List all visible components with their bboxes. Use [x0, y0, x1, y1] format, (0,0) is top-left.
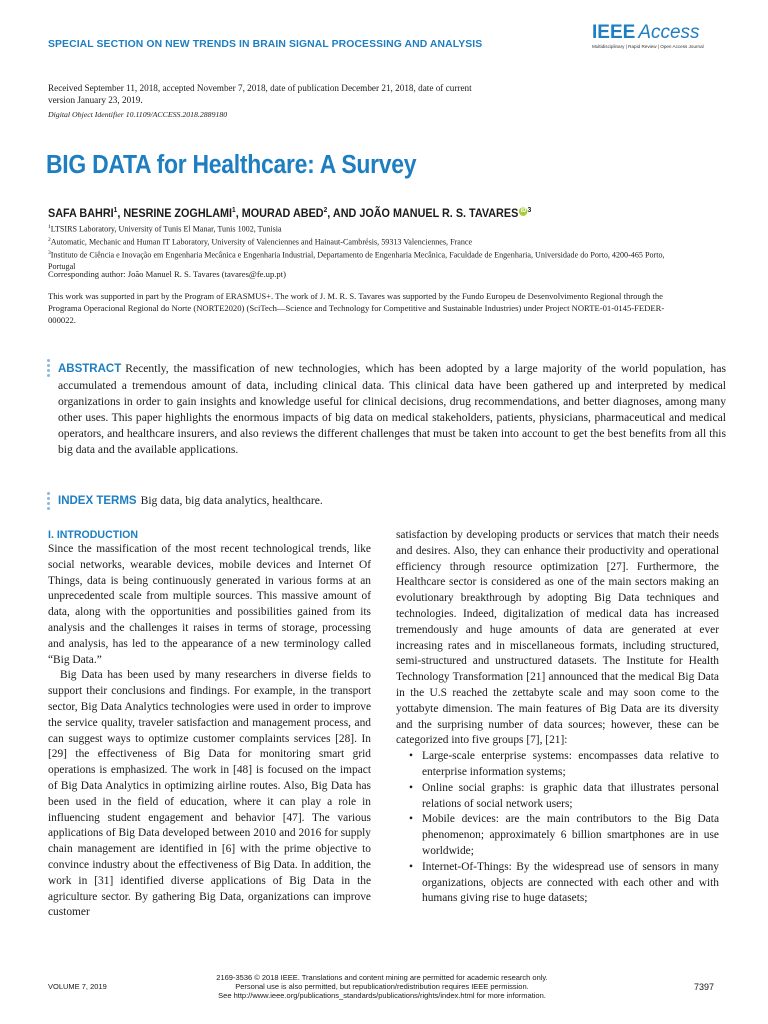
logo-access: Access	[638, 22, 700, 43]
affiliation-item	[48, 222, 688, 235]
section-dots-icon	[47, 359, 51, 379]
list-item: • Internet-Of-Things: By the widespread use of sensors in many organizations, objects are connected with each other and with humans giving rise to huge datasets;	[396, 860, 719, 907]
copyright-link[interactable]: See http://www.ieee.org/publications_standards/publications/rights/index.html for more information.	[218, 991, 546, 1000]
paragraph: Since the massification of the most recent technological trends, like social networks, wearable devices, mobile devices and Internet Of Things, data is being continuously generated in various forms at an unprecedented scale from multiple sources. This massive amount of data, along with the opportunities and possibilities gained from its analysis and the challenges it raises in terms of storage, processing and analysis, has led to the appearance of a new terminology called “Big Data.”	[48, 543, 371, 666]
author-name: MOURAD ABED	[241, 207, 324, 220]
journal-logo	[592, 22, 722, 49]
affiliations	[48, 222, 688, 272]
section-header: SPECIAL SECTION ON NEW TRENDS IN BRAIN SIGNAL PROCESSING AND ANALYSIS	[48, 39, 483, 50]
abstract-label: ABSTRACT	[58, 363, 122, 375]
corresponding-author: Corresponding author: João Manuel R. S. Tavares (tavares@fe.up.pt)	[48, 269, 286, 279]
footer-volume: VOLUME 7, 2019	[48, 982, 107, 991]
paper-title: BIG DATA for Healthcare: A Survey	[46, 151, 417, 179]
author-list: SAFA BAHRI$^1$, NESRINE ZOGHLAMI$^1$, MOURAD ABED$^2$, AND JOÃO MANUEL R. S. TAVARES $iD^3$	[48, 207, 532, 220]
copyright-line: 2169-3536 © 2018 IEEE. Translations and content mining are permitted for academic research only.	[216, 973, 548, 982]
affiliation-number: 1	[48, 224, 51, 230]
author-affiliation-mark: 1	[113, 207, 118, 214]
section-heading: I. INTRODUCTION	[48, 529, 139, 541]
affiliation-number: 2	[48, 237, 51, 244]
paragraph: Big Data has been used by many researchers in diverse fields to support their conclusions and findings. For example, in the transport sector, Big Data Analytics technologies were used in order to improve the service quality, traveler satisfaction and management process, and can suggest ways to optimize customer complaints services [28]. In [29] the effectiveness of Big Data for monitoring smart grid operations is emphasized. The work in [48] is focused on the impact of Big Data Analytics in optimizing airline routes. Also, Big Data has been used in the field of education, where it can play a role in influencing student engagement and behavior [47]. The various applications of Big Data developed between 2010 and 2016 for supply chain management are identified in [6] with the prime objective to convince industry about the effectiveness of Big Data. In addition, the work in [31] identified diverse applications of Big Data in the agriculture sector. By gathering Big Data, organizations can improve customer	[48, 669, 371, 919]
logo-ieee: IEEE	[592, 22, 636, 43]
index-terms	[58, 494, 323, 507]
index-terms-text: Big data, big data analytics, healthcare.	[140, 494, 323, 507]
list-item: • Online social graphs: is graphic data that illustrates personal relations of social network users;	[396, 781, 719, 813]
doi[interactable]: Digital Object Identifier 10.1109/ACCESS.2018.2889180	[48, 110, 228, 119]
affiliation-text: LTSIRS Laboratory, University of Tunis El Manar, Tunis 1002, Tunisia	[50, 224, 282, 234]
paragraph: satisfaction by developing products or services that match their needs and desires. Also, they can enhance their productivity and operational efficiency through resource optimization [27]. Furthermore, the Healthcare sector is considered as one of the main sectors making an evolutionary breakthrough by adopting Big Data techniques and technologies. Indeed, digitalization of medical data has increased tremendously and huge amounts of data are generated at ever increasing rates and in miscellaneous formats, including structured, semi-structured and unstructured datasets. The Institute for Health Technology Transformation [21] announced that the medical Big Data in the U.S reached the zettabyte scale and may soon come to the yottabyte dimension. The main features of Big Data are its diversity and the surprising number of data sources; however, these can be categorized into five groups [7], [21]:	[396, 529, 719, 747]
author-name: AND JOÃO MANUEL R. S. TAVARES	[332, 207, 519, 220]
affiliation-text: Instituto de Ciência e Inovação em Engenharia Mecânica e Engenharia Industrial, Departamento de Engenharia Mecânica, Faculdade de Engenharia, Universidade do Porto, 4200-465 Porto, Portugal	[48, 251, 665, 271]
page-number: 7397	[694, 982, 715, 992]
author-affiliation-mark: 3	[527, 207, 532, 214]
author-name: NESRINE ZOGHLAMI	[123, 207, 233, 220]
list-item: • Large-scale enterprise systems: encompasses data relative to enterprise information systems;	[396, 749, 719, 781]
abstract	[58, 361, 726, 457]
list-item: • Mobile devices: are the main contributors to the Big Data phenomenon; approximately 6 billion smartphones are in use worldwide;	[396, 812, 719, 859]
right-column	[396, 528, 719, 907]
author-affiliation-mark: 2	[323, 207, 328, 214]
bullet-list	[396, 749, 719, 907]
index-terms-label: INDEX TERMS	[58, 495, 137, 507]
received-dates: Received September 11, 2018, accepted November 7, 2018, date of publication December 21, 2018, date of current version January 23, 2019.	[48, 83, 472, 105]
left-column	[48, 528, 371, 921]
author-name: SAFA BAHRI	[48, 207, 114, 220]
section-dots-icon	[47, 492, 51, 512]
abstract-text: Recently, the massification of new technologies, which has been adopted by a large majority of the world population, has accumulated a tremendous amount of data, including clinical data. This clinical data have been gathered up and interpreted by medical organizations in order to gain insights and knowledge useful for clinical decisions, drug recommendations, and better diagnoses, among many other uses. This paper highlights the enormous impacts of big data on medical stakeholders, patients, physicians, pharmaceutical and medical operators, and healthcare insurers, and also reviews the different challenges that must be taken into account to get the best benefits from all this big data and the available applications.	[58, 362, 726, 456]
orcid-icon[interactable]: iD	[520, 208, 527, 214]
author-affiliation-mark: 1	[232, 207, 236, 214]
affiliation-item	[48, 235, 688, 248]
logo-tagline: Multidisciplinary | Rapid Review | Open Access Journal	[592, 44, 704, 49]
affiliation-text: Automatic, Mechanic and Human IT Laboratory, University of Valenciennes and Hainaut-Cambrésis, 59313 Valenciennes, France	[50, 237, 473, 247]
funding-note: This work was supported in part by the Program of ERASMUS+. The work of J. M. R. S. Tavares was supported by the Fundo Europeu de Desenvolvimento Regional through the Programa Operacional Regional do Norte (NORTE2020) (SciTech—Science and Technology for Competitive and Sustainable Industries) under Project NORTE-01-0145-FEDER-000022.	[48, 291, 665, 326]
footer-copyright	[200, 973, 564, 1000]
copyright-line: Personal use is also permitted, but republication/redistribution requires IEEE permission.	[235, 982, 529, 991]
affiliation-number: 3	[48, 250, 51, 257]
